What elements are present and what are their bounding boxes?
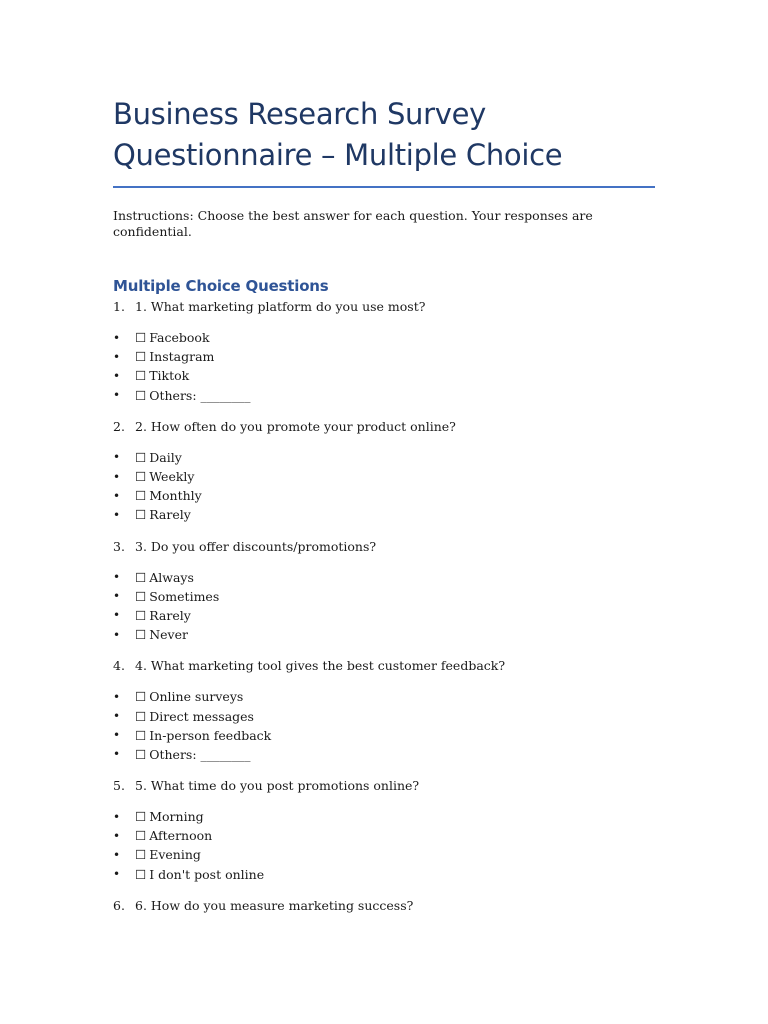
title-line-1: Business Research Survey [113, 97, 487, 131]
bullet-icon: • [113, 488, 121, 503]
bullet-icon: • [113, 608, 121, 623]
question-number: 6. [113, 897, 125, 913]
option-item[interactable] [113, 845, 658, 864]
bullet-icon: • [113, 847, 121, 862]
checkbox-icon[interactable]: ☐ [135, 809, 147, 825]
options-list [113, 328, 658, 405]
options-list [113, 448, 658, 525]
options-list [113, 807, 658, 884]
option-item[interactable] [113, 467, 658, 486]
question-label: 5. What time do you post promotions online? [135, 778, 420, 793]
question-label: 3. Do you offer discounts/promotions? [135, 538, 377, 554]
bullet-icon: • [113, 728, 121, 743]
checkbox-icon[interactable]: ☐ [135, 727, 147, 743]
option-label: Others: ________ [149, 387, 251, 403]
checkbox-icon[interactable]: ☐ [135, 349, 147, 365]
bullet-icon: • [113, 828, 121, 843]
bullet-icon: • [113, 368, 121, 383]
option-label: Instagram [149, 349, 215, 365]
option-label: Always [149, 569, 194, 585]
question-text [113, 299, 658, 315]
question-number: 1. [113, 299, 125, 314]
question-number: 5. [113, 778, 125, 793]
option-label: Online surveys [149, 689, 244, 705]
bullet-icon: • [113, 330, 121, 345]
checkbox-icon[interactable]: ☐ [135, 689, 147, 705]
checkbox-icon[interactable]: ☐ [135, 368, 147, 384]
bullet-icon: • [113, 809, 121, 824]
option-item[interactable] [113, 366, 658, 385]
bullet-icon: • [113, 450, 121, 465]
bullet-icon: • [113, 709, 121, 724]
question-number: 3. [113, 538, 125, 554]
checkbox-icon[interactable]: ☐ [135, 866, 147, 882]
bullet-icon: • [113, 349, 121, 364]
option-item[interactable] [113, 347, 658, 366]
option-item[interactable] [113, 826, 658, 845]
checkbox-icon[interactable]: ☐ [135, 588, 147, 604]
bullet-icon: • [113, 627, 121, 642]
option-item[interactable] [113, 865, 658, 884]
option-item[interactable] [113, 807, 658, 826]
checkbox-icon[interactable]: ☐ [135, 627, 147, 643]
question-block [113, 898, 658, 914]
checkbox-icon[interactable]: ☐ [135, 488, 147, 504]
question-text [113, 539, 658, 555]
options-list [113, 687, 658, 764]
option-label: Morning [149, 809, 204, 825]
question-text [113, 898, 658, 914]
option-item[interactable] [113, 328, 658, 347]
title-line-2: Questionnaire – Multiple Choice [113, 138, 563, 172]
checkbox-icon[interactable]: ☐ [135, 607, 147, 623]
option-item[interactable] [113, 568, 658, 587]
question-label: 4. What marketing tool gives the best customer feedback? [135, 658, 506, 674]
option-label: Weekly [149, 469, 195, 485]
bullet-icon: • [113, 867, 121, 882]
checkbox-icon[interactable]: ☐ [135, 847, 147, 863]
question-text [113, 658, 658, 674]
option-label: I don't post online [149, 866, 265, 882]
question-text [113, 419, 658, 435]
checkbox-icon[interactable]: ☐ [135, 330, 147, 346]
checkbox-icon[interactable]: ☐ [135, 828, 147, 844]
bullet-icon: • [113, 747, 121, 762]
bullet-icon: • [113, 507, 121, 522]
option-label: Monthly [149, 488, 202, 504]
bullet-icon: • [113, 469, 121, 484]
question-block [113, 419, 658, 525]
question-block [113, 658, 658, 764]
section-heading: Multiple Choice Questions [113, 277, 329, 295]
checkbox-icon[interactable]: ☐ [135, 469, 147, 485]
option-item[interactable] [113, 486, 658, 505]
option-item[interactable] [113, 745, 658, 764]
checkbox-icon[interactable]: ☐ [135, 708, 147, 724]
option-item[interactable] [113, 687, 658, 706]
option-item[interactable] [113, 625, 658, 644]
bullet-icon: • [113, 570, 121, 585]
option-item[interactable] [113, 706, 658, 725]
question-number: 4. [113, 658, 125, 674]
bullet-icon: • [113, 388, 121, 403]
question-block [113, 539, 658, 645]
checkbox-icon[interactable]: ☐ [135, 569, 147, 585]
option-label: Tiktok [149, 368, 190, 384]
question-block [113, 778, 658, 884]
option-label: Sometimes [149, 588, 220, 604]
checkbox-icon[interactable]: ☐ [135, 387, 147, 403]
questions-list [113, 299, 658, 914]
question-label: 6. How do you measure marketing success? [135, 897, 414, 913]
checkbox-icon[interactable]: ☐ [135, 507, 147, 523]
option-label: Facebook [149, 330, 210, 346]
option-label: Evening [149, 847, 201, 863]
checkbox-icon[interactable]: ☐ [135, 449, 147, 465]
option-item[interactable] [113, 386, 658, 405]
option-label: Others: ________ [149, 746, 251, 762]
title-divider [113, 186, 655, 188]
document-title [113, 94, 658, 176]
option-item[interactable] [113, 587, 658, 606]
question-block [113, 299, 658, 405]
option-item[interactable] [113, 606, 658, 625]
document-page [113, 94, 658, 914]
checkbox-icon[interactable]: ☐ [135, 746, 147, 762]
option-label: In-person feedback [149, 727, 272, 743]
option-item[interactable] [113, 726, 658, 745]
option-label: Rarely [149, 607, 191, 623]
bullet-icon: • [113, 689, 121, 704]
question-label: 1. What marketing platform do you use most? [135, 299, 426, 314]
option-label: Direct messages [149, 708, 254, 724]
question-number: 2. [113, 418, 125, 434]
bullet-icon: • [113, 589, 121, 604]
option-item[interactable] [113, 505, 658, 524]
option-label: Daily [149, 449, 182, 465]
instructions-text: Instructions: Choose the best answer for each question. Your responses are confidential. [113, 208, 593, 239]
option-label: Never [149, 627, 188, 643]
question-text [113, 778, 658, 794]
question-label: 2. How often do you promote your product online? [135, 418, 456, 434]
option-label: Afternoon [149, 828, 213, 844]
option-label: Rarely [149, 507, 191, 523]
option-item[interactable] [113, 448, 658, 467]
options-list [113, 568, 658, 645]
